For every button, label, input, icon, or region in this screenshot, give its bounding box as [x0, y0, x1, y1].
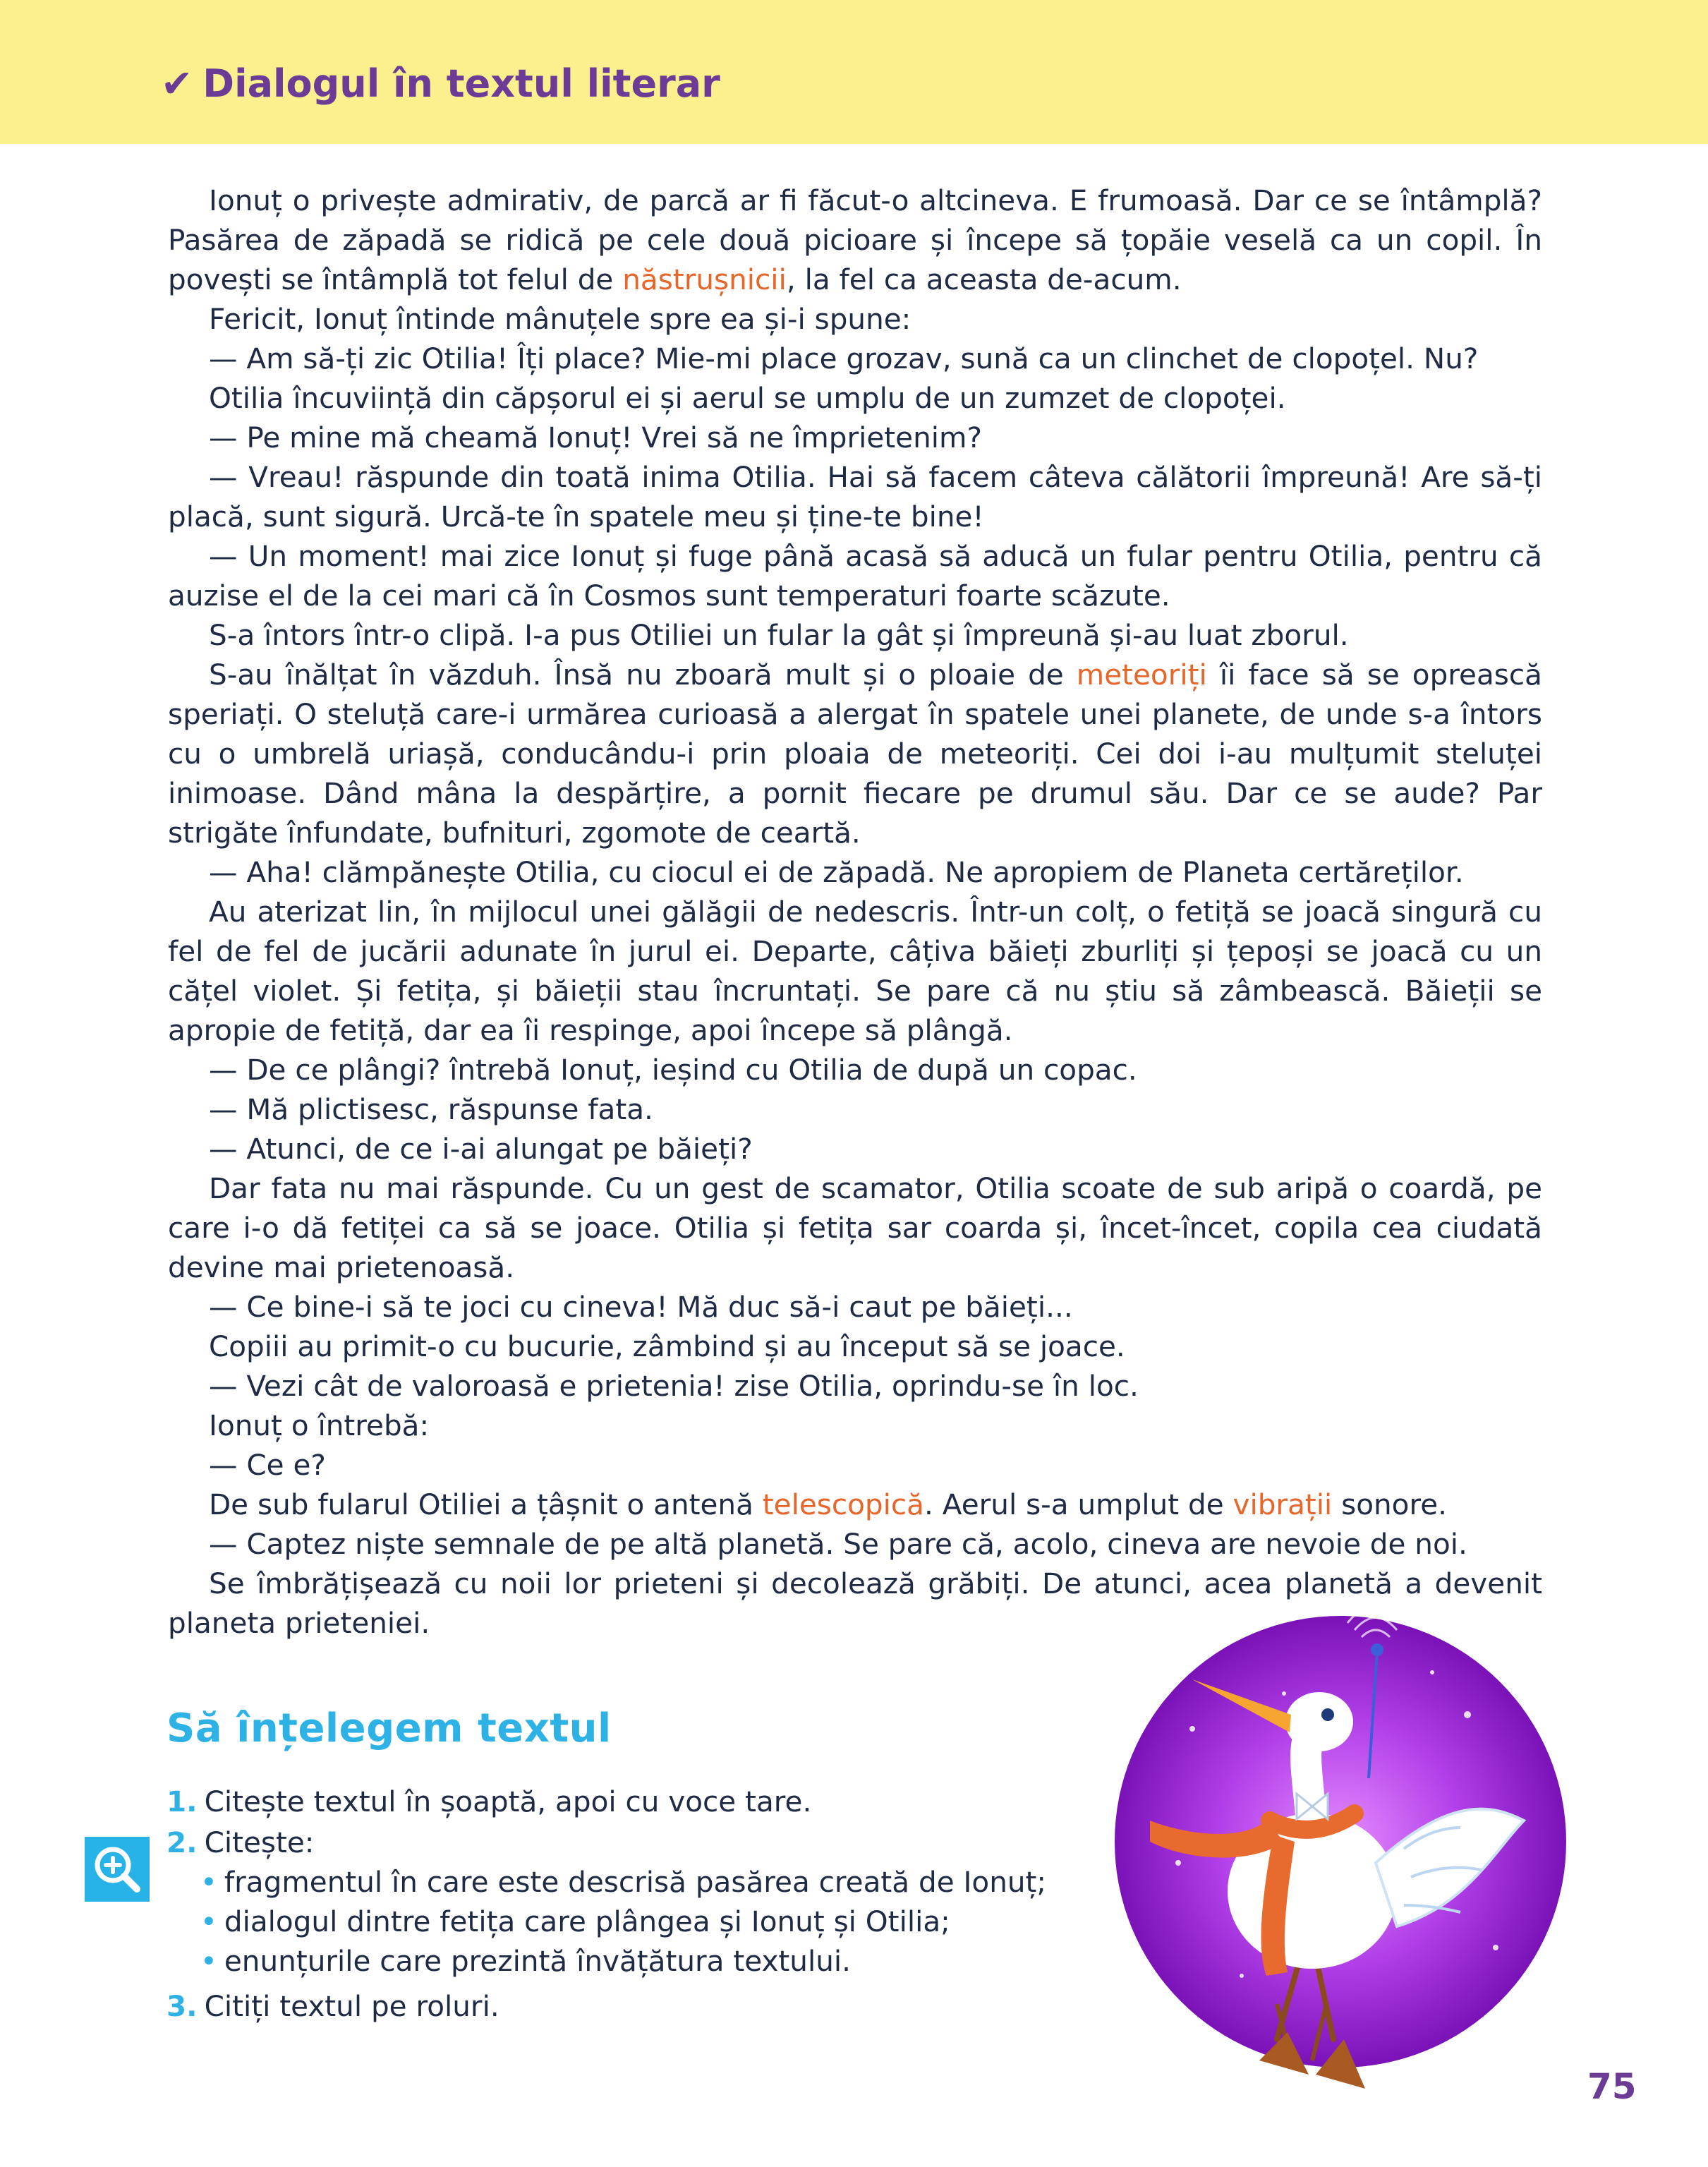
- story-paragraph: [168, 1445, 1542, 1485]
- page-number: 75: [1587, 2066, 1637, 2107]
- story-paragraph: [168, 181, 1542, 299]
- story-paragraph: [168, 892, 1542, 1050]
- story-text-segment: — Am să-ți zic Otilia! Îți place? Mie-mi place grozav, sună ca un clinchet de clopoțel. Nu?: [209, 342, 1479, 375]
- story-text-segment: — Pe mine mă cheamă Ionuț! Vrei să ne împrietenim?: [209, 421, 982, 454]
- highlighted-word: meteoriți: [1076, 658, 1207, 692]
- story-paragraph: [168, 1050, 1542, 1089]
- story-text-segment: — Aha! clămpănește Otilia, cu ciocul ei de zăpadă. Ne apropiem de Planeta certăreților.: [209, 855, 1464, 889]
- story-paragraph: [168, 418, 1542, 457]
- task-text: Citește textul în șoaptă, apoi cu voce tare.: [204, 1785, 812, 1818]
- task-number: 3.: [166, 1989, 198, 2023]
- story-text-segment: — De ce plângi? întrebă Ionuț, ieșind cu Otilia de după un copac.: [209, 1053, 1137, 1087]
- story-paragraph: [168, 536, 1542, 615]
- bullet-dot-icon: •: [200, 1865, 217, 1899]
- story-text-segment: — Captez niște semnale de pe altă planetă. Se pare că, acolo, cineva are nevoie de noi.: [209, 1527, 1467, 1561]
- task-text: Citiți textul pe roluri.: [204, 1989, 499, 2023]
- story-text-segment: Ionuț o întrebă:: [209, 1408, 430, 1442]
- bullet-text: fragmentul în care este descrisă pasărea creată de Ionuț;: [224, 1865, 1047, 1899]
- story-text-segment: îi face să se oprească speriați. O steluță care-i urmărea curioasă a alergat în spatele unei planete, de unde s-a întors cu o umbrelă uriașă, conducându-i prin ploaia de meteoriți. Cei doi i-au mulțumit steluței inimoase. Dând mâna la despărțire, a pornit fiecare pe drumul său. Dar ce se aude? Par strigăte înfundate, bufnituri, zgomote de ceartă.: [168, 658, 1542, 850]
- story-text-segment: Ionuț o privește admirativ, de parcă ar fi făcut-o altcineva. E frumoasă. Dar ce se întâmplă? Pasărea de zăpadă se ridică pe cele două picioare și începe să țopăie veselă ca un copil. În povești se întâmplă tot felul de: [168, 183, 1542, 296]
- story-text-segment: Fericit, Ionuț întinde mânuțele spre ea și-i spune:: [209, 302, 911, 336]
- task-bullet: [200, 1902, 950, 1941]
- story-text-segment: — Mă plictisesc, răspunse fata.: [209, 1092, 653, 1126]
- story-text-segment: — Atunci, de ce i-ai alungat pe băieți?: [209, 1132, 753, 1166]
- story-text-segment: Otilia încuviință din căpșorul ei și aerul se umplu de un zumzet de clopoței.: [209, 381, 1286, 415]
- story-paragraph: [168, 299, 1542, 339]
- checkmark-icon: ✔: [161, 61, 193, 106]
- story-paragraph: [168, 1406, 1542, 1445]
- story-text-segment: — Ce bine-i să te joci cu cineva! Mă duc să-i caut pe băieți...: [209, 1290, 1073, 1324]
- story-text-segment: — Vreau! răspunde din toată inima Otilia. Hai să facem câteva călătorii împreună! Are să-ți placă, sunt sigură. Urcă-te în spatele meu și ține-te bine!: [168, 460, 1542, 533]
- story-paragraph: [168, 1129, 1542, 1169]
- task-text: Citește:: [204, 1825, 315, 1859]
- bullet-text: enunțurile care prezintă învățătura textului.: [224, 1944, 852, 1978]
- story-paragraph: [168, 1366, 1542, 1406]
- story-text-segment: — Ce e?: [209, 1448, 326, 1482]
- task-bullet: [200, 1862, 1046, 1902]
- task-bullet: [200, 1941, 851, 1981]
- story-text-segment: Dar fata nu mai răspunde. Cu un gest de scamator, Otilia scoate de sub aripă o coardă, pe care i-o dă fetiței ca să se joace. Otilia și fetița sar coarda și, încet-încet, copila cea ciudată devine mai prietenoasă.: [168, 1171, 1542, 1284]
- stork-illustration: [1101, 1609, 1580, 2117]
- story-text: [168, 181, 1542, 1643]
- story-text-segment: Au aterizat lin, în mijlocul unei gălăgii de nedescris. Într-un colț, o fetiță se joacă singură cu fel de fel de jucării adunate în jurul ei. Departe, câțiva băieți zburliți și țepoși se joacă cu un cățel violet. Și fetița, și băieții stau încruntați. Se pare că nu știu să zâmbească. Băieții se apropie de fetiță, dar ea îi respinge, apoi începe să plângă.: [168, 895, 1542, 1047]
- story-paragraph: [168, 378, 1542, 418]
- task-number: 2.: [166, 1825, 198, 1859]
- bullet-dot-icon: •: [200, 1905, 217, 1938]
- task-item: [166, 1782, 811, 1821]
- story-paragraph: [168, 1327, 1542, 1366]
- story-paragraph: [168, 1169, 1542, 1287]
- highlighted-word: vibrații: [1232, 1487, 1333, 1521]
- task-item: [166, 1823, 314, 1862]
- story-text-segment: Se îmbrățișează cu noii lor prieteni și decolează grăbiți. De atunci, acea planetă a devenit planeta prieteniei.: [168, 1567, 1542, 1640]
- bullet-text: dialogul dintre fetița care plângea și Ionuț și Otilia;: [224, 1905, 950, 1938]
- task-item: [166, 1986, 499, 2026]
- task-number: 1.: [166, 1785, 198, 1818]
- story-paragraph: [168, 852, 1542, 892]
- story-paragraph: [168, 339, 1542, 378]
- story-text-segment: S-au înălțat în văzduh. Însă nu zboară mult și o ploaie de: [209, 658, 1077, 692]
- story-text-segment: . Aerul s-a umplut de: [923, 1487, 1233, 1521]
- story-text-segment: sonore.: [1332, 1487, 1448, 1521]
- story-paragraph: [168, 457, 1542, 536]
- story-paragraph: [168, 615, 1542, 655]
- story-text-segment: , la fel ca aceasta de-acum.: [786, 262, 1182, 296]
- story-paragraph: [168, 1524, 1542, 1564]
- story-paragraph: [168, 1287, 1542, 1327]
- zoom-in-icon[interactable]: [85, 1837, 150, 1902]
- story-text-segment: Copiii au primit-o cu bucurie, zâmbind și au început să se joace.: [209, 1329, 1125, 1363]
- bullet-dot-icon: •: [200, 1944, 217, 1978]
- highlighted-word: năstrușnicii: [622, 262, 787, 296]
- story-text-segment: De sub fularul Otiliei a țâșnit o antenă: [209, 1487, 763, 1521]
- story-paragraph: [168, 655, 1542, 852]
- section-heading: Să înțelegem textul: [166, 1706, 612, 1751]
- chapter-title: [161, 61, 720, 106]
- story-text-segment: — Vezi cât de valoroasă e prietenia! zise Otilia, oprindu-se în loc.: [209, 1369, 1139, 1403]
- highlighted-word: telescopică: [762, 1487, 924, 1521]
- chapter-title-text: Dialogul în textul literar: [202, 61, 720, 106]
- story-text-segment: S-a întors într-o clipă. I-a pus Otiliei un fular la gât și împreună și-au luat zborul.: [209, 618, 1349, 652]
- story-paragraph: [168, 1485, 1542, 1524]
- story-text-segment: — Un moment! mai zice Ionuț și fuge până acasă să aducă un fular pentru Otilia, pentru că auzise el de la cei mari că în Cosmos sunt temperaturi foarte scăzute.: [168, 539, 1542, 612]
- story-paragraph: [168, 1089, 1542, 1129]
